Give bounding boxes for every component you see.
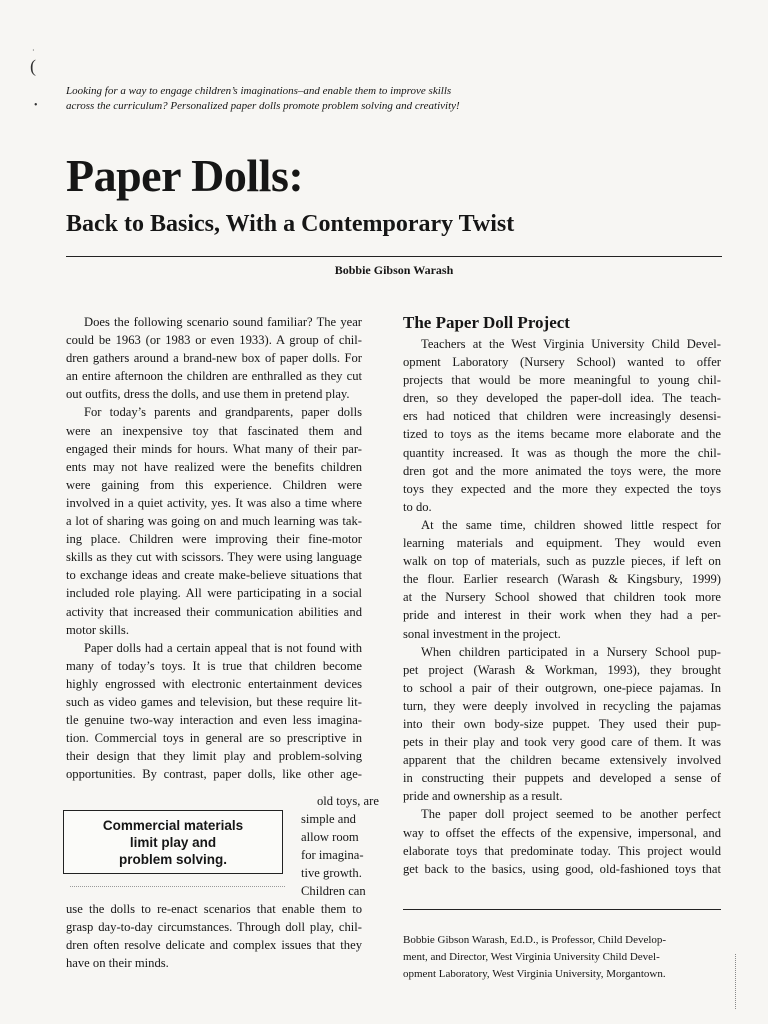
text-line: involved in a quiet activity, yes. It was also a time where xyxy=(66,495,362,510)
text-line: activity that increased their communication abilities and xyxy=(66,604,362,619)
text-line: a lot of sharing was going on and much learning was tak- xyxy=(66,514,362,529)
author-bio xyxy=(403,932,721,983)
paragraph xyxy=(66,403,362,638)
pull-quote-line: problem solving. xyxy=(118,851,227,867)
right-column xyxy=(403,313,721,878)
text-line: ents may not have realized were the benefits children xyxy=(66,459,362,474)
text-line: motor skills. xyxy=(66,622,129,637)
text-line: their design that they limit play and problem-solving xyxy=(66,749,362,764)
title-rule xyxy=(66,256,722,257)
text-line: for imagina- xyxy=(301,848,364,863)
scan-artifact-line xyxy=(70,886,285,887)
text-line: grasp day-to-day circumstances. Through doll play, chil- xyxy=(66,920,362,935)
scan-edge-mark xyxy=(735,954,737,1009)
text-line: to school a pair of their outgrown, one-piece pajamas. In xyxy=(403,680,721,695)
text-line: highly engrossed with electronic entertainment devices xyxy=(66,676,362,691)
text-line: dren got and the more animated the toys were, the more xyxy=(403,463,721,478)
text-line: walk on top of materials, such as puzzle pieces, if left on xyxy=(403,554,721,569)
wrap-text xyxy=(301,792,379,901)
text-line: could be 1963 (or 1983 or even 1933). A group of chil- xyxy=(66,333,362,348)
article-title: Paper Dolls: xyxy=(66,150,304,201)
text-line: an entire afternoon the children are enthralled as they cut xyxy=(66,369,362,384)
text-line: pride and interest in their work when they had a per- xyxy=(403,608,721,623)
paragraph xyxy=(403,335,721,516)
text-line: were an inexpensive toy that fascinated them and xyxy=(66,423,362,438)
text-line: opment Laboratory (Nursery School) wanted to offer xyxy=(403,355,721,370)
text-line: have on their minds. xyxy=(66,956,169,971)
text-line: at the Nursery School showed that children took more xyxy=(403,590,721,605)
intro-line: Looking for a way to engage children’s imaginations–and enable them to improve skills xyxy=(66,85,452,97)
text-line: way to offset the effects of the expensive, impersonal, and xyxy=(403,825,721,840)
text-line: use the dolls to re-enact scenarios that enable them to xyxy=(66,902,362,916)
text-line: For today’s parents and grandparents, paper dolls xyxy=(84,405,362,420)
text-line: old toys, are xyxy=(317,794,379,808)
bio-line: ment, and Director, West Virginia University Child Devel- xyxy=(403,951,660,963)
text-line: into their own body-size puppet. They used their pup- xyxy=(403,716,721,731)
text-line: in constructing their puppets and developed a sense of xyxy=(403,771,721,786)
text-line: dren gathers around a brand-new box of paper dolls. For xyxy=(66,351,362,366)
text-line: At the same time, children showed little respect for xyxy=(421,517,721,532)
text-line: When children participated in a Nursery School pup- xyxy=(421,644,721,659)
text-line: tle genuine two-way interaction and even less imagina- xyxy=(66,713,362,728)
left-column-end xyxy=(66,900,362,972)
paragraph xyxy=(66,313,362,403)
text-line: to exchange ideas and create make-believe situations that xyxy=(66,568,362,583)
pull-quote-box xyxy=(63,810,283,874)
text-line: were gaining from this experience. Children were xyxy=(66,477,362,492)
text-line: ers had noticed that children were increasingly desensi- xyxy=(403,409,721,424)
text-line: out outfits, dress the dolls, and use them in pretend play. xyxy=(66,387,350,402)
left-column xyxy=(66,313,362,783)
text-line: such as video games and television, but these require lit- xyxy=(66,694,362,709)
text-line: Paper dolls had a certain appeal that is not found with xyxy=(84,640,362,655)
section-heading: The Paper Doll Project xyxy=(403,313,570,332)
text-line: Does the following scenario sound familiar? The year xyxy=(84,315,362,329)
text-line: to do. xyxy=(403,499,432,514)
author-byline: Bobbie Gibson Warash xyxy=(334,263,454,277)
text-line: learning materials and equipment. They would even xyxy=(403,536,721,551)
pull-quote-line: limit play and xyxy=(129,834,217,850)
pull-quote-line: Commercial materials xyxy=(102,817,244,833)
text-line: tized to toys as the items became more elaborate and the xyxy=(403,427,721,442)
text-line: elaborate toys that predominate today. This project would xyxy=(403,843,721,858)
text-line: sonal investment in the project. xyxy=(403,626,561,641)
intro-deck xyxy=(66,84,726,114)
paragraph xyxy=(403,643,721,806)
paragraph xyxy=(66,639,362,784)
text-line: opportunities. By contrast, paper dolls, like other age- xyxy=(66,767,362,782)
text-line: ing place. Children were improving their fine-motor xyxy=(66,532,362,547)
paragraph xyxy=(403,516,721,643)
text-line: the flour. Earlier research (Warash & Kingsbury, 1999) xyxy=(403,572,721,587)
text-line: turn, they were deeply involved in recycling the pajamas xyxy=(403,698,721,713)
text-line: tion. Commercial toys in general are so prescriptive in xyxy=(66,731,362,746)
text-line: Teachers at the West Virginia University Child Devel- xyxy=(421,337,721,351)
text-line: skills as they cut with scissors. They were using language xyxy=(66,550,362,565)
text-line: simple and xyxy=(301,812,356,827)
bio-line: opment Laboratory, West Virginia University, Morgantown. xyxy=(403,968,666,980)
text-line: many of today’s toys. It is true that children become xyxy=(66,658,362,673)
text-line: tive growth. xyxy=(301,866,362,881)
margin-bracket: ( xyxy=(30,56,36,76)
text-line: pride and ownership as a result. xyxy=(403,789,563,804)
text-line: pet project (Warash & Workman, 1993), they brought xyxy=(403,662,721,677)
text-line: quantity increased. It was as though the more the chil- xyxy=(403,445,721,460)
margin-dot: • xyxy=(34,100,38,111)
text-line: included role playing. All were participating in a social xyxy=(66,586,362,601)
intro-line: across the curriculum? Personalized paper dolls promote problem solving and creativity! xyxy=(66,100,460,112)
text-line: engaged their minds for hours. What many of their par- xyxy=(66,441,362,456)
text-line: toys they expected and the more they expected the toys xyxy=(403,481,721,496)
text-line: allow room xyxy=(301,830,359,845)
text-line: The paper doll project seemed to be another perfect xyxy=(421,807,721,822)
text-line: projects that would be more meaningful to young chil- xyxy=(403,373,721,388)
text-line: pets in their play and took very good care of them. It was xyxy=(403,735,721,750)
bio-rule xyxy=(403,909,721,910)
bio-line: Bobbie Gibson Warash, Ed.D., is Professor, Child Develop- xyxy=(403,934,667,946)
margin-dot: · xyxy=(32,46,35,55)
text-line: get back to the basics, using good, old-fashioned toys that xyxy=(403,861,721,876)
paragraph xyxy=(403,805,721,877)
article-subtitle: Back to Basics, With a Contemporary Twist xyxy=(66,211,515,237)
text-line: dren often resolve delicate and complex issues that they xyxy=(66,938,362,953)
text-line: apparent that the children became extensively involved xyxy=(403,753,721,768)
text-line: dren, so they developed the paper-doll idea. The teach- xyxy=(403,391,721,406)
text-line: Children can xyxy=(301,884,366,899)
